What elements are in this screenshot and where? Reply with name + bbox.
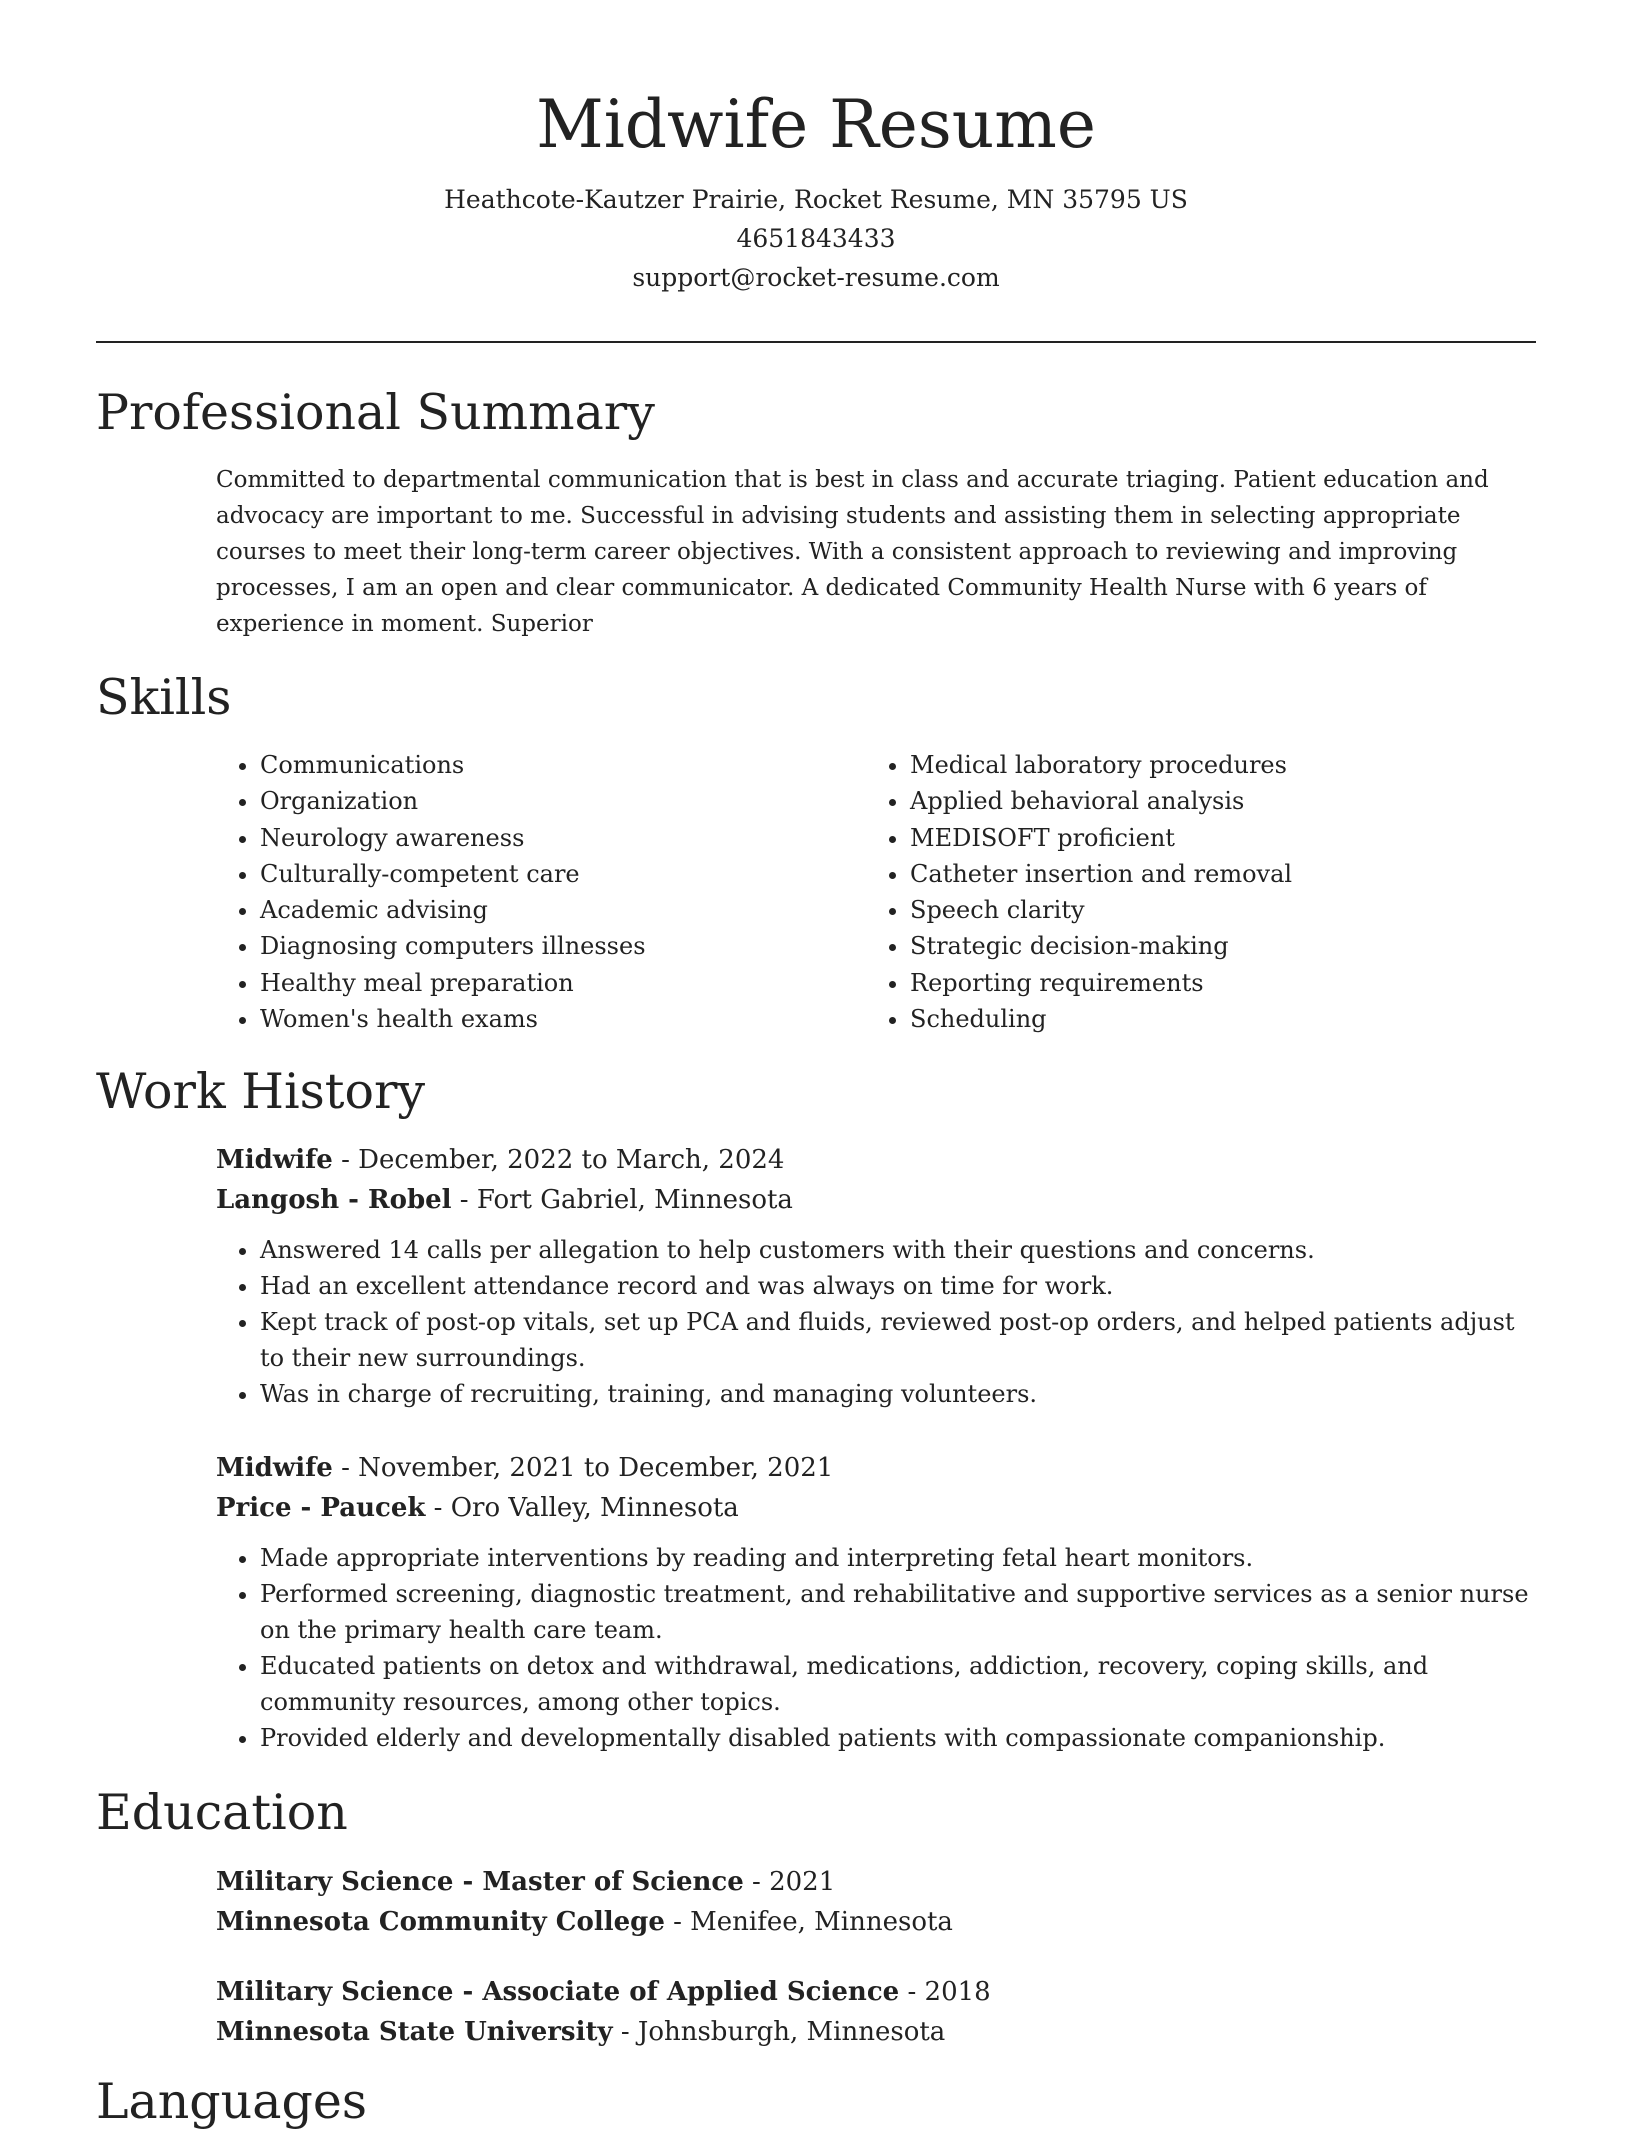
skill-item: • Neurology awareness: [260, 820, 646, 856]
skill-item: • Applied behavioral analysis: [910, 783, 1292, 819]
education-school: Minnesota Community College: [216, 1907, 665, 1937]
skill-item: • Communications: [260, 747, 646, 783]
skill-item: • Catheter insertion and removal: [910, 856, 1292, 892]
skill-item: • Academic advising: [260, 892, 646, 928]
phone-text: 4651843433: [736, 224, 896, 253]
job-entry: [216, 1448, 1536, 1756]
job-bullet: • Kept track of post-op vitals, set up PCA and fluids, reviewed post-op orders, and helped patients adjust to their new surroundings.: [260, 1304, 1536, 1376]
education-entry: [216, 1972, 1536, 2052]
job-company: Langosh - Robel: [216, 1185, 452, 1215]
education-year: - 2021: [743, 1867, 836, 1897]
job-bullet: • Was in charge of recruiting, training, and managing volunteers.: [260, 1376, 1536, 1412]
job-bullets: [216, 1540, 1536, 1756]
languages-heading: Languages: [96, 2073, 367, 2130]
job-location: - Oro Valley, Minnesota: [425, 1493, 739, 1523]
job-company-line: [216, 1180, 1536, 1220]
skill-item: • Medical laboratory procedures: [910, 747, 1292, 783]
job-title-line: [216, 1448, 1536, 1488]
address-text: Heathcote-Kautzer Prairie, Rocket Resume, MN 35795 US: [444, 185, 1188, 214]
job-entry: [216, 1140, 1536, 1412]
skill-item: • Strategic decision-making: [910, 928, 1292, 964]
resume-title: Midwife Resume: [536, 86, 1096, 163]
job-company: Price - Paucek: [216, 1493, 426, 1523]
job-company-line: [216, 1488, 1536, 1528]
summary-text: Committed to departmental communication that is best in class and accurate triaging. Patient education and advocacy are important to me. Successful in advising students and assisting them in selecting appropriate courses to meet their long-term career objectives. With a consistent approach to reviewing and improving processes, I am an open and clear communicator. A dedicated Community Health Nurse with 6 years of experience in moment. Superior: [216, 467, 1489, 637]
education-location: - Menifee, Minnesota: [664, 1907, 953, 1937]
education-entry: [216, 1862, 1536, 1942]
job-bullet: • Answered 14 calls per allegation to help customers with their questions and concerns.: [260, 1232, 1536, 1268]
job-bullet: • Educated patients on detox and withdrawal, medications, addiction, recovery, coping skills, and community resources, among other topics.: [260, 1648, 1536, 1720]
education-degree-line: [216, 1972, 1536, 2012]
skill-item: • Scheduling: [910, 1001, 1292, 1037]
education-school-line: [216, 1902, 1536, 1942]
education-degree: Military Science - Master of Science: [216, 1867, 744, 1897]
education-degree-line: [216, 1862, 1536, 1902]
job-role: Midwife: [216, 1453, 333, 1483]
skill-item: • MEDISOFT proficient: [910, 820, 1292, 856]
skill-item: • Culturally-competent care: [260, 856, 646, 892]
skill-item: • Healthy meal preparation: [260, 965, 646, 1001]
job-bullets: [216, 1232, 1536, 1412]
job-bullet: • Provided elderly and developmentally disabled patients with compassionate companionship.: [260, 1720, 1536, 1756]
education-school: Minnesota State University: [216, 2017, 613, 2047]
skill-item: • Organization: [260, 783, 646, 819]
skills-list-right: [866, 747, 1292, 1037]
job-dates: - December, 2022 to March, 2024: [332, 1145, 785, 1175]
work-history-heading: Work History: [96, 1063, 426, 1120]
education-location: - Johnsburgh, Minnesota: [612, 2017, 946, 2047]
job-bullet: • Performed screening, diagnostic treatment, and rehabilitative and supportive services as a senior nurse on the primary health care team.: [260, 1576, 1536, 1648]
skill-item: • Diagnosing computers illnesses: [260, 928, 646, 964]
skills-heading: Skills: [96, 669, 232, 726]
skill-item: • Reporting requirements: [910, 965, 1292, 1001]
job-bullet: • Had an excellent attendance record and was always on time for work.: [260, 1268, 1536, 1304]
header-divider: [96, 341, 1536, 343]
job-role: Midwife: [216, 1145, 333, 1175]
job-bullet: • Made appropriate interventions by reading and interpreting fetal heart monitors.: [260, 1540, 1536, 1576]
summary-heading: Professional Summary: [96, 384, 655, 441]
education-year: - 2018: [899, 1977, 991, 2007]
email-text: support@rocket-resume.com: [632, 263, 1000, 292]
skill-item: • Speech clarity: [910, 892, 1292, 928]
skills-list-left: [216, 747, 646, 1037]
job-location: - Fort Gabriel, Minnesota: [451, 1185, 793, 1215]
education-school-line: [216, 2012, 1536, 2052]
job-title-line: [216, 1140, 1536, 1180]
education-degree: Military Science - Associate of Applied Science: [216, 1977, 900, 2007]
education-heading: Education: [96, 1784, 348, 1841]
resume-header: [96, 80, 1536, 297]
skill-item: • Women's health exams: [260, 1001, 646, 1037]
job-dates: - November, 2021 to December, 2021: [332, 1453, 834, 1483]
